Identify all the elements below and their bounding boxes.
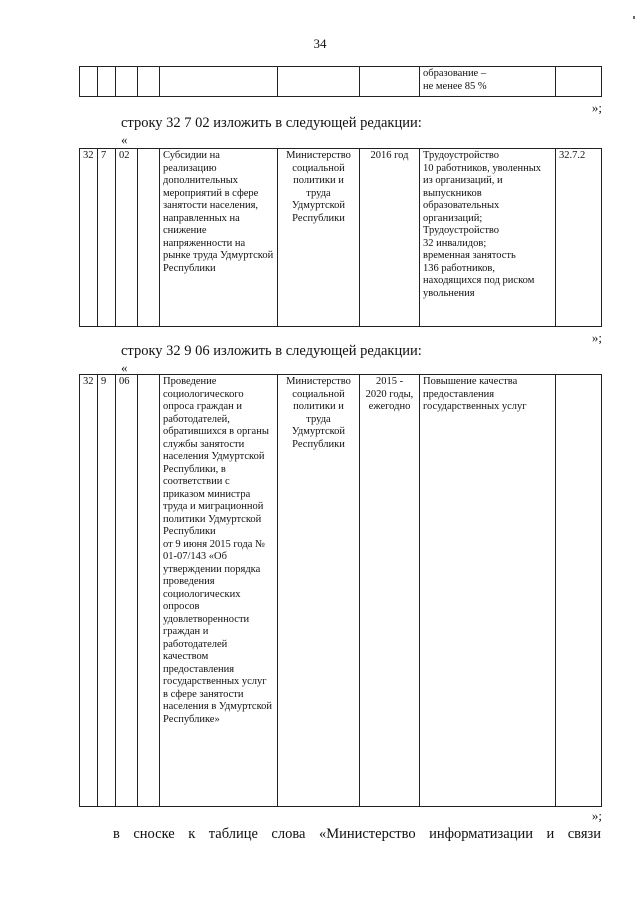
cell-result: Повышение качества предоставления государственных услуг — [420, 375, 556, 807]
cell-item: 02 — [116, 149, 138, 327]
cell-item: 06 — [116, 375, 138, 807]
close-quote-3: »; — [591, 808, 602, 823]
top-cell-result: образование – не менее 85 % — [420, 67, 556, 97]
cell-result: Трудоустройство 10 работников, уволенных из организаций, и выпускников образовательных организаций; Трудоустройство 32 инвалидов; временная занятость 136 работников, находящихся под риском увольнения — [420, 149, 556, 327]
instruction-2: строку 32 9 06 изложить в следующей редакции: — [121, 343, 422, 359]
close-quote-2: »; — [591, 330, 602, 345]
cell-indicator — [556, 375, 602, 807]
scan-mark — [633, 16, 635, 19]
close-quote-1: »; — [591, 100, 602, 115]
cell-subsection: 7 — [98, 149, 116, 327]
open-quote-1: « — [121, 132, 128, 147]
cell-empty — [138, 375, 160, 807]
footnote-instruction: в сноске к таблице слова «Министерство информатизации и связи — [113, 826, 601, 842]
cell-activity: Субсидии на реализацию дополнительных мероприятий в сфере занятости населения, направленных на снижение напряженности на рынке труда Удмуртской Республики — [160, 149, 278, 327]
top-cell-6 — [278, 67, 360, 97]
cell-executor: Министерство социальной политики и труда Удмуртской Республики — [278, 149, 360, 327]
cell-section: 32 — [80, 375, 98, 807]
cell-section: 32 — [80, 149, 98, 327]
table-row-32702 — [79, 148, 602, 327]
top-cell-9 — [556, 67, 602, 97]
cell-subsection: 9 — [98, 375, 116, 807]
cell-period: 2016 год — [360, 149, 420, 327]
table-row-32906 — [79, 374, 602, 807]
page-number: 34 — [313, 36, 327, 51]
cell-activity: Проведение социологического опроса граждан и работодателей, обратившихся в органы службы занятости населения Удмуртской Республики, в соответствии с приказом министра труда и миграционной политики Удмуртской Республики от 9 июня 2015 года № 01-07/143 «Об утверждении порядка проведения социологических опросов удовлетворенности граждан и работодателей качеством предоставления государственных услуг в сфере занятости населения в Удмуртской Республике» — [160, 375, 278, 807]
cell-period: 2015 - 2020 годы, ежегодно — [360, 375, 420, 807]
top-cell-1 — [80, 67, 98, 97]
cell-executor: Министерство социальной политики и труда Удмуртской Республики — [278, 375, 360, 807]
cell-empty — [138, 149, 160, 327]
open-quote-2: « — [121, 360, 128, 375]
instruction-1: строку 32 7 02 изложить в следующей редакции: — [121, 115, 422, 131]
top-cell-3 — [116, 67, 138, 97]
top-cell-2 — [98, 67, 116, 97]
top-cell-7 — [360, 67, 420, 97]
top-table — [79, 66, 602, 97]
top-cell-4 — [138, 67, 160, 97]
cell-indicator: 32.7.2 — [556, 149, 602, 327]
top-cell-5 — [160, 67, 278, 97]
